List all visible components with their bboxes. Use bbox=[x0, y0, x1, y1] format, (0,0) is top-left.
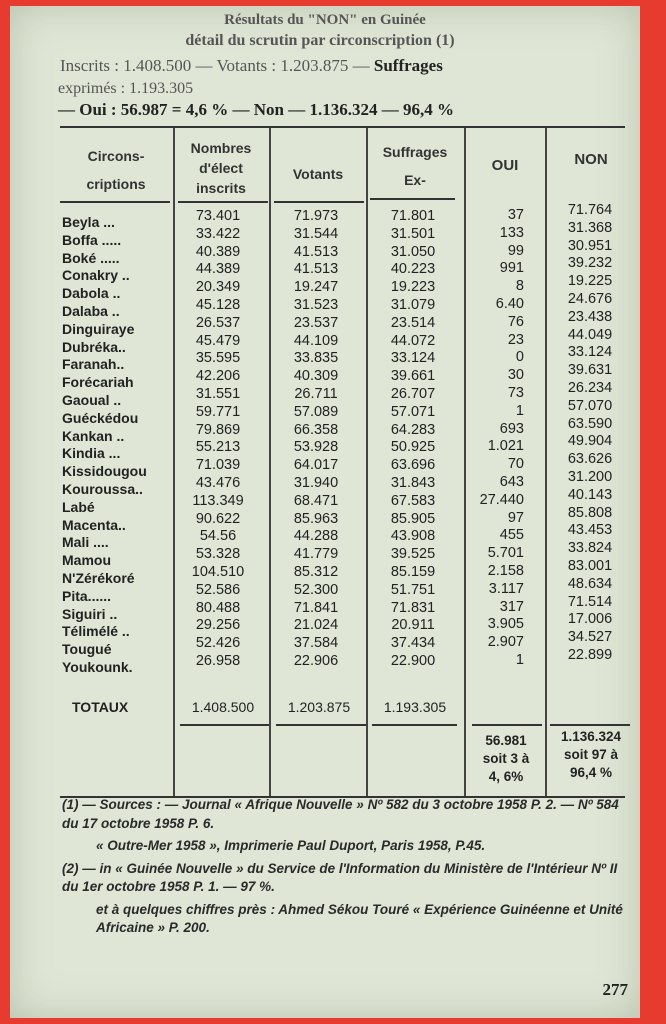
totals-label: TOTAUX bbox=[72, 699, 129, 715]
col-divider-3 bbox=[366, 128, 368, 796]
cell-votants: 66.358 bbox=[293, 421, 339, 438]
cell-suffrages: 85.159 bbox=[390, 563, 436, 580]
cell-votants: 33.835 bbox=[293, 350, 339, 367]
cell-oui: 73 bbox=[507, 384, 524, 401]
cell-oui: 6.40 bbox=[495, 295, 524, 312]
cell-oui: 99 bbox=[507, 242, 524, 259]
cell-oui: 70 bbox=[507, 456, 524, 473]
summary-line-3: — Oui : 56.987 = 4,6 % — Non — 1.136.324 — 96,4 % bbox=[58, 100, 454, 119]
cell-oui: 27.440 bbox=[479, 491, 524, 508]
totals-rule-suffrages bbox=[372, 724, 457, 726]
cell-oui: 1 bbox=[515, 402, 524, 419]
cell-non: 19.225 bbox=[567, 273, 613, 290]
summary-oui: 56.981 soit 3 à 4, 6% bbox=[482, 733, 530, 784]
cell-oui: 991 bbox=[499, 260, 524, 277]
cell-name: Kouroussa.. bbox=[62, 480, 143, 497]
cell-non: 49.904 bbox=[567, 433, 613, 450]
footnote-2b: et à quelques chiffres près : Ahmed Sékou Touré « Expérience Guinéenne et Unité Africaine » P. 200. bbox=[96, 901, 623, 935]
page-number: 277 bbox=[602, 980, 628, 999]
cell-oui: 1.021 bbox=[487, 438, 524, 455]
header-non: NON bbox=[574, 151, 608, 168]
cell-suffrages: 64.283 bbox=[390, 421, 436, 438]
totals-rule-votants bbox=[276, 724, 366, 726]
totals-votants: 1.203.875 bbox=[287, 699, 351, 715]
cell-votants: 44.288 bbox=[293, 528, 339, 545]
cell-name: Youkounk. bbox=[62, 658, 133, 675]
cell-suffrages: 71.831 bbox=[390, 599, 436, 616]
cell-votants: 19.247 bbox=[293, 279, 339, 296]
cell-non: 24.676 bbox=[567, 290, 613, 307]
cell-suffrages: 51.751 bbox=[390, 581, 436, 598]
cell-votants: 41.513 bbox=[293, 261, 339, 278]
header-rule-inscrits bbox=[178, 201, 268, 203]
cell-votants: 31.523 bbox=[293, 296, 339, 313]
cell-name: Boffa ..... bbox=[62, 231, 122, 248]
cell-suffrages: 39.661 bbox=[390, 368, 436, 385]
cell-non: 40.143 bbox=[567, 486, 613, 503]
cell-non: 71.764 bbox=[567, 202, 613, 218]
col-divider-5 bbox=[545, 128, 547, 796]
cell-oui: 23 bbox=[507, 331, 524, 348]
cell-votants: 53.928 bbox=[293, 439, 339, 456]
cell-inscrits: 42.206 bbox=[195, 368, 241, 385]
cell-votants: 44.109 bbox=[293, 332, 339, 349]
cell-inscrits: 40.389 bbox=[195, 243, 241, 260]
cell-name: Dalaba .. bbox=[62, 302, 120, 319]
cell-inscrits: 20.349 bbox=[195, 279, 241, 296]
cell-suffrages: 63.696 bbox=[390, 457, 436, 474]
cell-name: Gaoual .. bbox=[62, 391, 122, 408]
cell-non: 43.453 bbox=[567, 522, 613, 539]
cell-oui: 2.158 bbox=[487, 562, 524, 579]
totals-inscrits: 1.408.500 bbox=[191, 699, 255, 715]
summary-line-1 bbox=[60, 56, 620, 76]
cell-non: 31.200 bbox=[567, 468, 613, 485]
cell-inscrits: 90.622 bbox=[195, 510, 241, 527]
cell-name: Dabola .. bbox=[62, 285, 121, 302]
cell-suffrages: 57.071 bbox=[390, 403, 436, 420]
cell-suffrages: 26.707 bbox=[390, 385, 436, 402]
cell-oui: 97 bbox=[507, 509, 524, 526]
header-rule-circ bbox=[60, 201, 170, 203]
cell-non: 33.824 bbox=[567, 540, 613, 557]
cell-non: 57.070 bbox=[567, 397, 613, 414]
column-votants bbox=[272, 208, 360, 671]
cell-votants: 22.906 bbox=[293, 652, 339, 669]
cell-name: Faranah.. bbox=[62, 356, 125, 373]
cell-inscrits: 44.389 bbox=[195, 261, 241, 278]
cell-suffrages: 50.925 bbox=[390, 439, 436, 456]
header-inscrits: Nombres d'élect inscrits bbox=[190, 140, 252, 196]
cell-inscrits: 55.213 bbox=[195, 439, 241, 456]
cell-votants: 85.963 bbox=[293, 510, 339, 527]
summary-line-2: exprimés : 1.193.305 bbox=[58, 80, 194, 97]
header-rule-votants bbox=[274, 201, 364, 203]
cell-suffrages: 85.905 bbox=[390, 510, 436, 527]
column-circonscriptions bbox=[62, 214, 172, 677]
cell-oui: 693 bbox=[499, 420, 524, 437]
cell-inscrits: 53.328 bbox=[195, 546, 241, 563]
cell-non: 17.006 bbox=[567, 611, 613, 628]
cell-inscrits: 45.479 bbox=[195, 332, 241, 349]
cell-suffrages: 22.900 bbox=[390, 652, 436, 669]
cell-votants: 57.089 bbox=[293, 403, 339, 420]
cell-non: 48.634 bbox=[567, 575, 613, 592]
cell-suffrages: 44.072 bbox=[390, 332, 436, 349]
footnote-2: (2) — in « Guinée Nouvelle » du Service de l'Information du Ministère de l'Intérieur Nº II du 1er octobre 1958 P. 1. — 97 %. bbox=[62, 860, 618, 894]
column-non bbox=[550, 202, 630, 665]
cell-oui: 643 bbox=[499, 473, 524, 490]
cell-name: N'Zérékoré bbox=[62, 569, 135, 586]
cell-inscrits: 35.595 bbox=[195, 350, 241, 367]
cell-suffrages: 31.079 bbox=[390, 296, 436, 313]
totals-rule-oui bbox=[472, 724, 542, 726]
cell-name: Guéckédou bbox=[62, 409, 139, 426]
cell-name: Mamou bbox=[62, 552, 111, 569]
summary-line-1-strong: Suffrages bbox=[373, 56, 443, 75]
cell-votants: 21.024 bbox=[293, 617, 339, 634]
cell-oui: 317 bbox=[499, 598, 524, 615]
cell-inscrits: 26.958 bbox=[195, 652, 241, 669]
cell-oui: 0 bbox=[515, 349, 524, 366]
cell-oui: 8 bbox=[515, 278, 524, 295]
cell-non: 30.951 bbox=[567, 237, 613, 254]
cell-non: 26.234 bbox=[567, 379, 613, 396]
cell-votants: 41.513 bbox=[293, 243, 339, 260]
totals-rule-inscrits bbox=[180, 724, 270, 726]
totals-rule-non bbox=[550, 724, 630, 726]
cell-name: Dinguiraye bbox=[62, 320, 135, 337]
cell-votants: 31.940 bbox=[293, 474, 339, 491]
cell-oui: 3.117 bbox=[488, 580, 524, 597]
cell-suffrages: 71.801 bbox=[390, 208, 436, 224]
cell-inscrits: 29.256 bbox=[195, 617, 241, 634]
cell-inscrits: 73.401 bbox=[195, 208, 241, 224]
cell-name: Kankan .. bbox=[62, 427, 125, 444]
cell-votants: 26.711 bbox=[294, 385, 338, 402]
cell-non: 63.626 bbox=[567, 451, 613, 468]
col-divider-2 bbox=[269, 128, 271, 796]
cell-inscrits: 71.039 bbox=[195, 457, 241, 474]
cell-oui: 3.905 bbox=[487, 616, 524, 633]
cell-suffrages: 33.124 bbox=[390, 350, 436, 367]
cell-oui: 1 bbox=[515, 651, 524, 668]
cell-suffrages: 31.501 bbox=[390, 225, 436, 242]
cell-non: 39.631 bbox=[567, 362, 613, 379]
cell-votants: 64.017 bbox=[293, 457, 339, 474]
cell-votants: 71.841 bbox=[293, 599, 339, 616]
cell-name: Kissidougou bbox=[62, 463, 147, 480]
cell-inscrits: 80.488 bbox=[195, 599, 241, 616]
cell-name: Conakry .. bbox=[62, 267, 130, 284]
cell-name: Télimélé .. bbox=[62, 623, 130, 640]
cell-non: 34.527 bbox=[567, 629, 613, 646]
cell-name: Mali .... bbox=[62, 534, 109, 551]
cell-oui: 2.907 bbox=[487, 634, 524, 651]
cell-suffrages: 23.514 bbox=[390, 314, 436, 331]
cell-suffrages: 67.583 bbox=[390, 492, 436, 509]
cell-oui: 30 bbox=[507, 367, 524, 384]
cell-suffrages: 40.223 bbox=[390, 261, 436, 278]
cell-inscrits: 52.426 bbox=[195, 635, 241, 652]
cell-oui: 37 bbox=[507, 207, 524, 223]
column-suffrages bbox=[370, 208, 456, 671]
cell-non: 83.001 bbox=[567, 557, 613, 574]
header-rule-suffrages bbox=[370, 198, 455, 200]
cell-name: Siguiri .. bbox=[62, 605, 118, 622]
cell-name: Labé bbox=[62, 498, 95, 515]
table-top-rule bbox=[60, 126, 625, 128]
cell-non: 71.514 bbox=[567, 593, 613, 610]
cell-suffrages: 31.050 bbox=[390, 243, 436, 260]
cell-name: Beyla ... bbox=[62, 214, 115, 230]
totals-suffrages: 1.193.305 bbox=[383, 699, 447, 715]
cell-oui: 76 bbox=[507, 313, 524, 330]
cell-name: Boké ..... bbox=[62, 249, 120, 266]
cell-inscrits: 104.510 bbox=[191, 563, 245, 580]
col-divider-1 bbox=[173, 128, 175, 796]
cell-votants: 52.300 bbox=[293, 581, 339, 598]
cell-name: Tougué bbox=[62, 641, 112, 658]
cell-suffrages: 31.843 bbox=[390, 474, 436, 491]
cell-suffrages: 39.525 bbox=[390, 546, 436, 563]
cell-votants: 40.309 bbox=[293, 368, 339, 385]
cell-non: 23.438 bbox=[567, 308, 613, 325]
cell-inscrits: 113.349 bbox=[192, 492, 244, 509]
cell-votants: 85.312 bbox=[293, 563, 339, 580]
cell-oui: 133 bbox=[499, 224, 524, 241]
cell-name: Pita...... bbox=[62, 587, 112, 604]
cell-non: 31.368 bbox=[567, 219, 613, 236]
cell-inscrits: 33.422 bbox=[195, 225, 241, 242]
cell-inscrits: 59.771 bbox=[195, 403, 241, 420]
cell-non: 63.590 bbox=[567, 415, 613, 432]
cell-non: 33.124 bbox=[567, 344, 613, 361]
header-oui: OUI bbox=[491, 157, 519, 174]
cell-inscrits: 43.476 bbox=[195, 474, 241, 491]
cell-non: 85.808 bbox=[567, 504, 613, 521]
title-line-1: Résultats du "NON" en Guinée bbox=[224, 12, 426, 28]
cell-votants: 41.779 bbox=[293, 546, 339, 563]
cell-inscrits: 26.537 bbox=[195, 314, 241, 331]
cell-oui: 5.701 bbox=[487, 545, 524, 562]
column-oui bbox=[466, 207, 524, 670]
cell-non: 39.232 bbox=[567, 255, 613, 272]
cell-name: Kindia ... bbox=[62, 445, 121, 462]
cell-suffrages: 20.911 bbox=[391, 617, 435, 634]
cell-suffrages: 43.908 bbox=[390, 528, 436, 545]
title-line-2: détail du scrutin par circonscription (1) bbox=[185, 32, 455, 49]
cell-votants: 68.471 bbox=[293, 492, 339, 509]
footnotes bbox=[62, 796, 632, 942]
header-circonscriptions: Circons- criptions bbox=[86, 148, 146, 192]
cell-name: Dubréka.. bbox=[62, 338, 126, 355]
cell-suffrages: 19.223 bbox=[390, 279, 436, 296]
summary-non: 1.136.324 soit 97 à 96,4 % bbox=[560, 729, 622, 780]
cell-name: Forécariah bbox=[62, 374, 134, 391]
cell-inscrits: 79.869 bbox=[195, 421, 241, 438]
cell-inscrits: 45.128 bbox=[195, 296, 241, 313]
cell-inscrits: 54.56 bbox=[199, 528, 237, 545]
footnote-1b: « Outre-Mer 1958 », Imprimerie Paul Duport, Paris 1958, P.45. bbox=[96, 838, 486, 853]
column-inscrits bbox=[178, 208, 258, 671]
cell-votants: 71.973 bbox=[293, 208, 339, 224]
cell-votants: 37.584 bbox=[293, 635, 339, 652]
cell-votants: 23.537 bbox=[293, 314, 339, 331]
cell-non: 44.049 bbox=[567, 326, 613, 343]
cell-name: Macenta.. bbox=[62, 516, 126, 533]
header-votants: Votants bbox=[292, 166, 344, 182]
cell-votants: 31.544 bbox=[293, 225, 339, 242]
footnote-1: (1) — Sources : — Journal « Afrique Nouvelle » Nº 582 du 3 octobre 1958 P. 2. — Nº 584 du 17 octobre 1958 P. 6. bbox=[62, 797, 619, 831]
summary-line-1-text: Inscrits : 1.408.500 — Votants : 1.203.875 — bbox=[60, 56, 370, 75]
cell-non: 22.899 bbox=[567, 646, 613, 663]
document-page bbox=[10, 6, 640, 1018]
header-suffrages: Suffrages Ex- bbox=[382, 144, 448, 188]
cell-suffrages: 37.434 bbox=[390, 635, 436, 652]
cell-inscrits: 31.551 bbox=[195, 385, 241, 402]
cell-oui: 455 bbox=[499, 527, 524, 544]
cell-inscrits: 52.586 bbox=[195, 581, 241, 598]
